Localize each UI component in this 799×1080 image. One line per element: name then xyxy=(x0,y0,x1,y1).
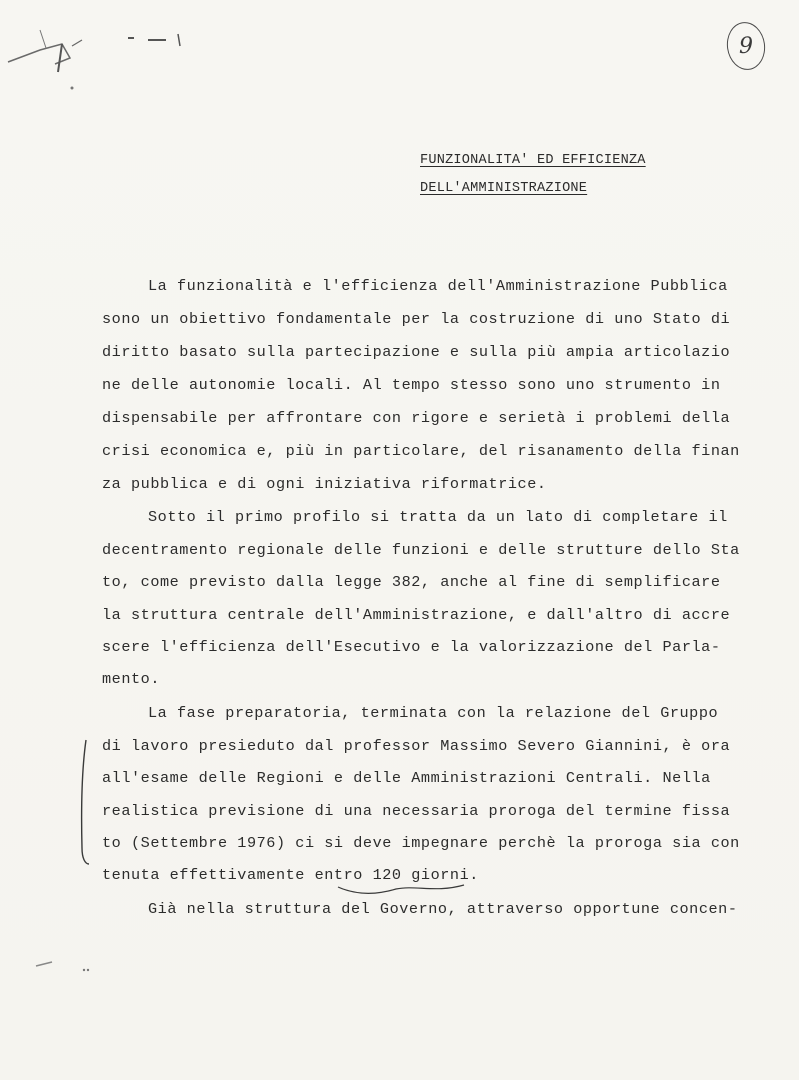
body-line: all'esame delle Regioni e delle Amministrazioni Centrali. Nella xyxy=(102,769,711,787)
body-line: realistica previsione di una necessaria proroga del termine fissa xyxy=(102,802,731,820)
body-line: tenuta effettivamente entro 120 giorni. xyxy=(102,866,479,884)
body-line: scere l'efficienza dell'Esecutivo e la valorizzazione del Parla- xyxy=(102,638,721,656)
body-line: la struttura centrale dell'Amministrazione, e dall'altro di accre xyxy=(102,606,731,624)
body-line: ne delle autonomie locali. Al tempo stesso sono uno strumento in xyxy=(102,376,721,394)
title-line-1: FUNZIONALITA' ED EFFICIENZA xyxy=(420,153,646,168)
body-line: di lavoro presieduto dal professor Massimo Severo Giannini, è ora xyxy=(102,737,731,755)
margin-bracket-mark xyxy=(76,738,90,866)
body-line: crisi economica e, più in particolare, del risanamento della finan xyxy=(102,442,740,460)
wavy-underline-mark xyxy=(336,883,466,897)
body-line: Sotto il primo profilo si tratta da un lato di completare il xyxy=(148,508,728,526)
body-line: mento. xyxy=(102,670,160,688)
body-line: diritto basato sulla partecipazione e sulla più ampia articolazio xyxy=(102,343,731,361)
body-line: dispensabile per affrontare con rigore e serietà i problemi della xyxy=(102,409,731,427)
body-line: to (Settembre 1976) ci si deve impegnare perchè la proroga sia con xyxy=(102,834,740,852)
body-line: sono un obiettivo fondamentale per la costruzione di uno Stato di xyxy=(102,310,731,328)
body-line: to, come previsto dalla legge 382, anche al fine di semplificare xyxy=(102,573,721,591)
body-line: za pubblica e di ogni iniziativa riformatrice. xyxy=(102,475,547,493)
body-line: Già nella struttura del Governo, attraverso opportune concen- xyxy=(148,900,738,918)
title-line-2: DELL'AMMINISTRAZIONE xyxy=(420,181,588,196)
body-line: La fase preparatoria, terminata con la relazione del Gruppo xyxy=(148,704,719,722)
body-line: La funzionalità e l'efficienza dell'Amministrazione Pubblica xyxy=(148,277,728,295)
body-line: decentramento regionale delle funzioni e delle strutture dello Sta xyxy=(102,541,740,559)
page-number: 9 xyxy=(739,33,753,59)
